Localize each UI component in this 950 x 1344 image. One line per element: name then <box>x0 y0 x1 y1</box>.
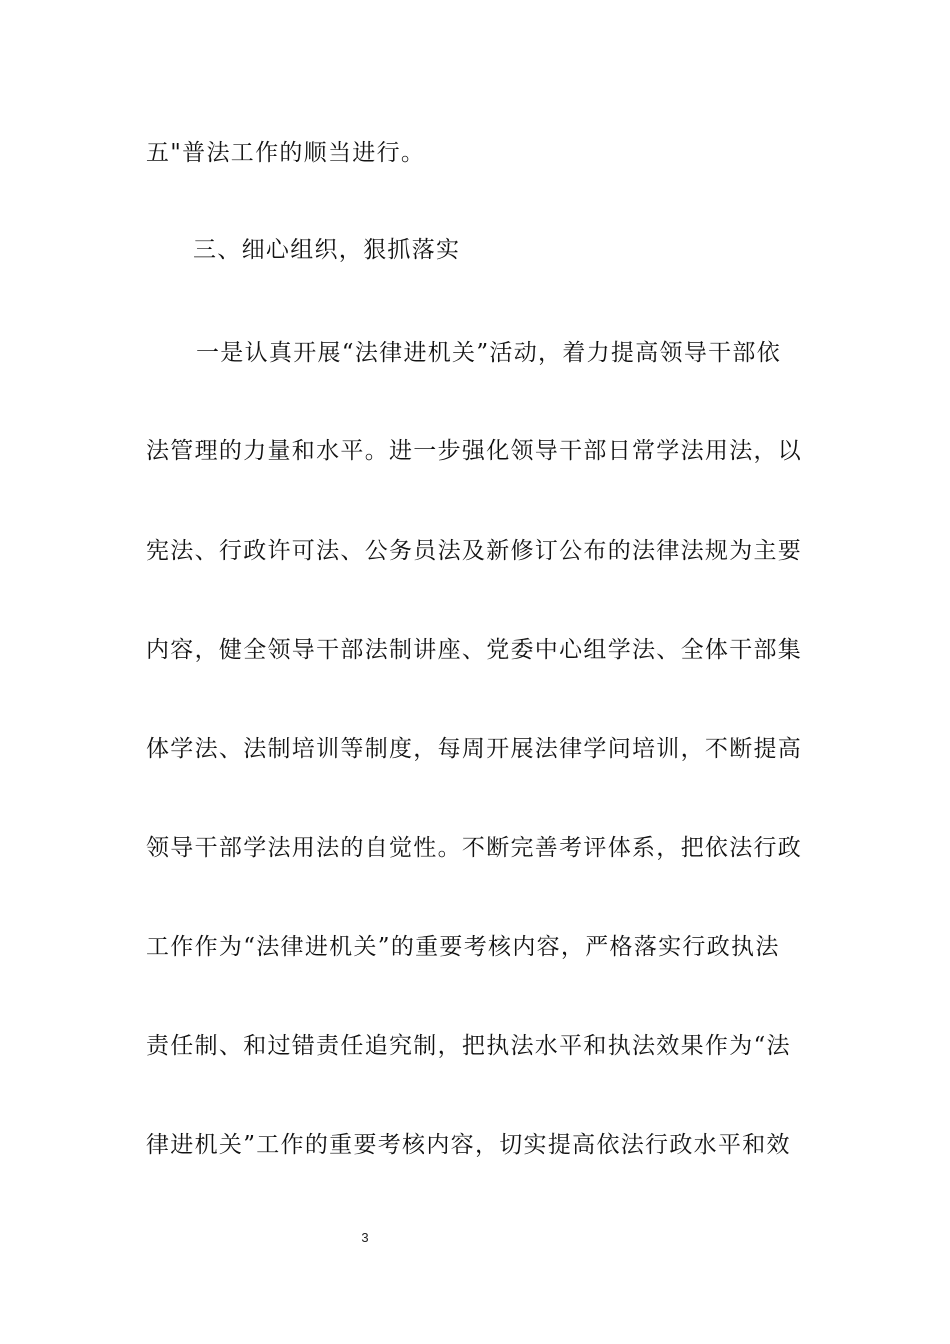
paragraph-line: 内容，健全领导干部法制讲座、党委中心组学法、全体干部集 <box>146 637 803 663</box>
page-number: 3 <box>361 1230 369 1245</box>
paragraph-line: 宪法、行政许可法、公务员法及新修订公布的法律法规为主要 <box>146 538 803 564</box>
paragraph-line: 一是认真开展“法律进机关”活动，着力提高领导干部依 <box>196 340 782 366</box>
paragraph-line: 五"普法工作的顺当进行。 <box>146 140 426 166</box>
paragraph-line: 律进机关”工作的重要考核内容，切实提高依法行政水平和效 <box>146 1132 791 1158</box>
paragraph-line: 领导干部学法用法的自觉性。不断完善考评体系，把依法行政 <box>146 835 803 861</box>
paragraph-line: 体学法、法制培训等制度，每周开展法律学问培训，不断提高 <box>146 736 803 762</box>
paragraph-line: 工作作为“法律进机关”的重要考核内容，严格落实行政执法 <box>146 934 780 960</box>
paragraph-line: 责任制、和过错责任追究制，把执法水平和执法效果作为“法 <box>146 1033 791 1059</box>
paragraph-line: 法管理的力量和水平。进一步强化领导干部日常学法用法，以 <box>146 438 803 464</box>
section-heading: 三、细心组织，狠抓落实 <box>193 237 461 263</box>
